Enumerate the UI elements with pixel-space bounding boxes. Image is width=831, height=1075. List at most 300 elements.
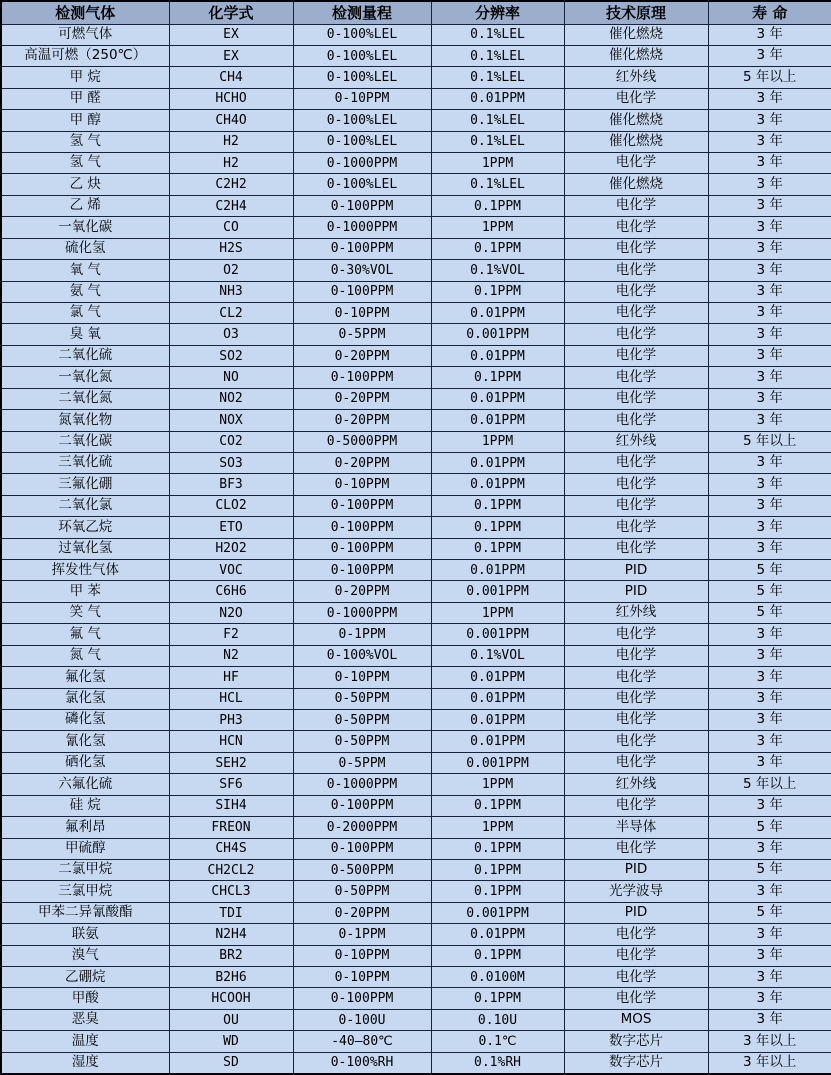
lifespan-cell: 3 年	[708, 495, 831, 516]
table-row	[1, 1031, 831, 1052]
formula-cell: CL2	[169, 302, 293, 323]
range-cell: 0-100U	[293, 1009, 431, 1030]
range-cell: 0-5000PPM	[293, 431, 431, 452]
lifespan-cell: 3 年	[708, 667, 831, 688]
principle-cell: 电化学	[564, 988, 708, 1009]
range-cell: 0-100%LEL	[293, 174, 431, 195]
resolution-cell: 0.01PPM	[431, 88, 564, 109]
lifespan-cell: 3 年	[708, 88, 831, 109]
resolution-cell: 0.10U	[431, 1009, 564, 1030]
column-header-lifespan: 寿 命	[708, 1, 831, 24]
principle-cell: 电化学	[564, 945, 708, 966]
gas-name-cell: 一氧化碳	[1, 217, 169, 238]
range-cell: 0-100PPM	[293, 560, 431, 581]
gas-name-cell: 甲 醛	[1, 88, 169, 109]
lifespan-cell: 3 年	[708, 624, 831, 645]
lifespan-cell: 3 年	[708, 474, 831, 495]
range-cell: 0-10PPM	[293, 967, 431, 988]
resolution-cell: 0.1PPM	[431, 495, 564, 516]
range-cell: 0-10PPM	[293, 302, 431, 323]
range-cell: 0-10PPM	[293, 474, 431, 495]
principle-cell: 电化学	[564, 281, 708, 302]
lifespan-cell: 3 年	[708, 110, 831, 131]
formula-cell: HCL	[169, 688, 293, 709]
gas-name-cell: 氨 气	[1, 281, 169, 302]
table-row	[1, 988, 831, 1009]
resolution-cell: 1PPM	[431, 602, 564, 623]
gas-name-cell: 氟 气	[1, 624, 169, 645]
gas-name-cell: 硒化氢	[1, 752, 169, 773]
formula-cell: BF3	[169, 474, 293, 495]
gas-name-cell: 环氧乙烷	[1, 517, 169, 538]
principle-cell: 催化燃烧	[564, 131, 708, 152]
resolution-cell: 0.1%VOL	[431, 260, 564, 281]
formula-cell: SEH2	[169, 752, 293, 773]
principle-cell: 红外线	[564, 602, 708, 623]
formula-cell: N2	[169, 645, 293, 666]
gas-name-cell: 磷化氢	[1, 710, 169, 731]
lifespan-cell: 3 年	[708, 324, 831, 345]
range-cell: 0-100PPM	[293, 281, 431, 302]
gas-name-cell: 二氧化碳	[1, 431, 169, 452]
resolution-cell: 0.01PPM	[431, 731, 564, 752]
gas-name-cell: 高温可燃（250℃）	[1, 45, 169, 66]
table-row	[1, 967, 831, 988]
range-cell: 0-20PPM	[293, 410, 431, 431]
gas-name-cell: 臭 氧	[1, 324, 169, 345]
formula-cell: PH3	[169, 710, 293, 731]
table-row	[1, 838, 831, 859]
principle-cell: 电化学	[564, 367, 708, 388]
table-row	[1, 324, 831, 345]
formula-cell: NO	[169, 367, 293, 388]
formula-cell: SD	[169, 1052, 293, 1074]
lifespan-cell: 5 年	[708, 817, 831, 838]
resolution-cell: 1PPM	[431, 431, 564, 452]
lifespan-cell: 3 年	[708, 988, 831, 1009]
lifespan-cell: 3 年以上	[708, 1052, 831, 1074]
resolution-cell: 0.01PPM	[431, 924, 564, 945]
resolution-cell: 0.001PPM	[431, 902, 564, 923]
gas-name-cell: 氧 气	[1, 260, 169, 281]
resolution-cell: 0.1℃	[431, 1031, 564, 1052]
gas-name-cell: 温度	[1, 1031, 169, 1052]
principle-cell: 电化学	[564, 238, 708, 259]
lifespan-cell: 3 年	[708, 517, 831, 538]
lifespan-cell: 3 年	[708, 688, 831, 709]
range-cell: 0-10PPM	[293, 667, 431, 688]
formula-cell: N2O	[169, 602, 293, 623]
principle-cell: 电化学	[564, 731, 708, 752]
table-row	[1, 45, 831, 66]
resolution-cell: 0.1PPM	[431, 517, 564, 538]
formula-cell: CO	[169, 217, 293, 238]
column-header-gas: 检测气体	[1, 1, 169, 24]
principle-cell: 电化学	[564, 517, 708, 538]
table-row	[1, 902, 831, 923]
principle-cell: 催化燃烧	[564, 45, 708, 66]
resolution-cell: 0.001PPM	[431, 752, 564, 773]
lifespan-cell: 5 年以上	[708, 431, 831, 452]
formula-cell: HCOOH	[169, 988, 293, 1009]
principle-cell: PID	[564, 581, 708, 602]
table-row	[1, 174, 831, 195]
resolution-cell: 0.1PPM	[431, 859, 564, 880]
gas-name-cell: 氮氧化物	[1, 410, 169, 431]
formula-cell: CH4O	[169, 110, 293, 131]
resolution-cell: 0.1PPM	[431, 988, 564, 1009]
lifespan-cell: 3 年	[708, 281, 831, 302]
lifespan-cell: 3 年	[708, 302, 831, 323]
table-row	[1, 517, 831, 538]
table-row	[1, 474, 831, 495]
gas-name-cell: 氯 气	[1, 302, 169, 323]
lifespan-cell: 3 年	[708, 367, 831, 388]
formula-cell: OU	[169, 1009, 293, 1030]
table-row	[1, 260, 831, 281]
principle-cell: 催化燃烧	[564, 24, 708, 45]
range-cell: 0-100%LEL	[293, 45, 431, 66]
formula-cell: H2	[169, 131, 293, 152]
range-cell: 0-100PPM	[293, 795, 431, 816]
table-body	[1, 24, 831, 1074]
formula-cell: WD	[169, 1031, 293, 1052]
gas-name-cell: 挥发性气体	[1, 560, 169, 581]
range-cell: 0-20PPM	[293, 902, 431, 923]
lifespan-cell: 3 年	[708, 795, 831, 816]
range-cell: 0-50PPM	[293, 881, 431, 902]
range-cell: 0-10PPM	[293, 945, 431, 966]
principle-cell: 数字芯片	[564, 1031, 708, 1052]
principle-cell: 电化学	[564, 495, 708, 516]
table-row	[1, 452, 831, 473]
principle-cell: 电化学	[564, 924, 708, 945]
resolution-cell: 0.001PPM	[431, 624, 564, 645]
gas-name-cell: 二氧化氮	[1, 388, 169, 409]
column-header-range: 检测量程	[293, 1, 431, 24]
resolution-cell: 0.01PPM	[431, 410, 564, 431]
table-row	[1, 924, 831, 945]
lifespan-cell: 3 年	[708, 838, 831, 859]
resolution-cell: 0.01PPM	[431, 452, 564, 473]
range-cell: 0-2000PPM	[293, 817, 431, 838]
principle-cell: 红外线	[564, 67, 708, 88]
principle-cell: 电化学	[564, 324, 708, 345]
resolution-cell: 0.1%LEL	[431, 24, 564, 45]
gas-name-cell: 氢 气	[1, 131, 169, 152]
principle-cell: 电化学	[564, 474, 708, 495]
gas-name-cell: 联氨	[1, 924, 169, 945]
principle-cell: 电化学	[564, 410, 708, 431]
principle-cell: 电化学	[564, 538, 708, 559]
principle-cell: PID	[564, 902, 708, 923]
lifespan-cell: 5 年	[708, 560, 831, 581]
table-row	[1, 302, 831, 323]
gas-name-cell: 硫化氢	[1, 238, 169, 259]
table-row	[1, 560, 831, 581]
gas-name-cell: 氰化氢	[1, 731, 169, 752]
column-header-principle: 技术原理	[564, 1, 708, 24]
resolution-cell: 1PPM	[431, 153, 564, 174]
range-cell: 0-100PPM	[293, 988, 431, 1009]
range-cell: 0-100%LEL	[293, 131, 431, 152]
formula-cell: CH4S	[169, 838, 293, 859]
principle-cell: MOS	[564, 1009, 708, 1030]
table-row	[1, 881, 831, 902]
table-row	[1, 345, 831, 366]
gas-name-cell: 二氧化硫	[1, 345, 169, 366]
range-cell: 0-50PPM	[293, 710, 431, 731]
lifespan-cell: 3 年	[708, 345, 831, 366]
gas-name-cell: 三氟化硼	[1, 474, 169, 495]
gas-name-cell: 甲 苯	[1, 581, 169, 602]
table-row	[1, 24, 831, 45]
table-row	[1, 495, 831, 516]
gas-name-cell: 笑 气	[1, 602, 169, 623]
resolution-cell: 0.001PPM	[431, 581, 564, 602]
range-cell: 0-1000PPM	[293, 602, 431, 623]
resolution-cell: 0.1%LEL	[431, 110, 564, 131]
table-row	[1, 602, 831, 623]
formula-cell: SO2	[169, 345, 293, 366]
range-cell: 0-50PPM	[293, 731, 431, 752]
gas-name-cell: 甲苯二异氰酸酯	[1, 902, 169, 923]
resolution-cell: 1PPM	[431, 817, 564, 838]
principle-cell: 电化学	[564, 302, 708, 323]
lifespan-cell: 5 年以上	[708, 67, 831, 88]
lifespan-cell: 3 年	[708, 538, 831, 559]
lifespan-cell: 3 年	[708, 945, 831, 966]
principle-cell: 电化学	[564, 452, 708, 473]
principle-cell: 电化学	[564, 688, 708, 709]
table-row	[1, 710, 831, 731]
resolution-cell: 0.1PPM	[431, 238, 564, 259]
resolution-cell: 0.1PPM	[431, 795, 564, 816]
gas-name-cell: 甲硫醇	[1, 838, 169, 859]
lifespan-cell: 3 年	[708, 710, 831, 731]
range-cell: 0-100PPM	[293, 367, 431, 388]
range-cell: 0-100%RH	[293, 1052, 431, 1074]
column-header-resolution: 分辨率	[431, 1, 564, 24]
formula-cell: CO2	[169, 431, 293, 452]
gas-name-cell: 氮 气	[1, 645, 169, 666]
gas-name-cell: 乙 炔	[1, 174, 169, 195]
principle-cell: 光学波导	[564, 881, 708, 902]
table-row	[1, 410, 831, 431]
formula-cell: EX	[169, 24, 293, 45]
principle-cell: 电化学	[564, 388, 708, 409]
resolution-cell: 0.1%LEL	[431, 45, 564, 66]
table-row	[1, 88, 831, 109]
table-row	[1, 581, 831, 602]
principle-cell: 电化学	[564, 645, 708, 666]
principle-cell: 数字芯片	[564, 1052, 708, 1074]
formula-cell: N2H4	[169, 924, 293, 945]
gas-name-cell: 甲 醇	[1, 110, 169, 131]
table-row	[1, 752, 831, 773]
resolution-cell: 0.1%LEL	[431, 131, 564, 152]
gas-name-cell: 恶臭	[1, 1009, 169, 1030]
lifespan-cell: 3 年	[708, 881, 831, 902]
principle-cell: PID	[564, 859, 708, 880]
gas-name-cell: 氯化氢	[1, 688, 169, 709]
principle-cell: 电化学	[564, 217, 708, 238]
formula-cell: HCHO	[169, 88, 293, 109]
table-row	[1, 131, 831, 152]
range-cell: 0-500PPM	[293, 859, 431, 880]
formula-cell: NOX	[169, 410, 293, 431]
range-cell: 0-20PPM	[293, 581, 431, 602]
lifespan-cell: 3 年	[708, 217, 831, 238]
principle-cell: 电化学	[564, 710, 708, 731]
lifespan-cell: 3 年	[708, 238, 831, 259]
resolution-cell: 0.1PPM	[431, 538, 564, 559]
table-row	[1, 281, 831, 302]
table-row	[1, 238, 831, 259]
table-row	[1, 624, 831, 645]
table-row	[1, 859, 831, 880]
formula-cell: F2	[169, 624, 293, 645]
gas-name-cell: 六氟化硫	[1, 774, 169, 795]
resolution-cell: 0.1%RH	[431, 1052, 564, 1074]
range-cell: 0-100PPM	[293, 538, 431, 559]
principle-cell: PID	[564, 560, 708, 581]
range-cell: 0-100PPM	[293, 495, 431, 516]
table-row	[1, 667, 831, 688]
gas-name-cell: 氟利昂	[1, 817, 169, 838]
formula-cell: H2S	[169, 238, 293, 259]
lifespan-cell: 3 年以上	[708, 1031, 831, 1052]
range-cell: 0-1000PPM	[293, 153, 431, 174]
principle-cell: 电化学	[564, 345, 708, 366]
resolution-cell: 0.1PPM	[431, 838, 564, 859]
principle-cell: 催化燃烧	[564, 174, 708, 195]
resolution-cell: 0.01PPM	[431, 560, 564, 581]
formula-cell: CHCL3	[169, 881, 293, 902]
formula-cell: CLO2	[169, 495, 293, 516]
principle-cell: 电化学	[564, 795, 708, 816]
principle-cell: 红外线	[564, 774, 708, 795]
table-row	[1, 774, 831, 795]
resolution-cell: 0.01PPM	[431, 388, 564, 409]
gas-name-cell: 三氧化硫	[1, 452, 169, 473]
gas-name-cell: 甲 烷	[1, 67, 169, 88]
lifespan-cell: 3 年	[708, 967, 831, 988]
resolution-cell: 0.001PPM	[431, 324, 564, 345]
range-cell: 0-20PPM	[293, 388, 431, 409]
table-row	[1, 217, 831, 238]
range-cell: 0-10PPM	[293, 88, 431, 109]
table-row	[1, 67, 831, 88]
formula-cell: ETO	[169, 517, 293, 538]
lifespan-cell: 5 年	[708, 602, 831, 623]
resolution-cell: 0.01PPM	[431, 710, 564, 731]
gas-name-cell: 湿度	[1, 1052, 169, 1074]
resolution-cell: 0.01PPM	[431, 667, 564, 688]
gas-name-cell: 溴气	[1, 945, 169, 966]
lifespan-cell: 3 年	[708, 131, 831, 152]
range-cell: 0-100PPM	[293, 195, 431, 216]
formula-cell: H2	[169, 153, 293, 174]
lifespan-cell: 5 年以上	[708, 774, 831, 795]
range-cell: 0-1PPM	[293, 924, 431, 945]
principle-cell: 电化学	[564, 667, 708, 688]
lifespan-cell: 3 年	[708, 731, 831, 752]
resolution-cell: 0.1%LEL	[431, 67, 564, 88]
range-cell: -40—80℃	[293, 1031, 431, 1052]
resolution-cell: 0.1%VOL	[431, 645, 564, 666]
resolution-cell: 0.1PPM	[431, 195, 564, 216]
gas-name-cell: 氟化氢	[1, 667, 169, 688]
range-cell: 0-1PPM	[293, 624, 431, 645]
formula-cell: SIH4	[169, 795, 293, 816]
table-row	[1, 795, 831, 816]
range-cell: 0-100%LEL	[293, 24, 431, 45]
range-cell: 0-20PPM	[293, 452, 431, 473]
resolution-cell: 0.1PPM	[431, 367, 564, 388]
principle-cell: 红外线	[564, 431, 708, 452]
resolution-cell: 1PPM	[431, 774, 564, 795]
lifespan-cell: 3 年	[708, 452, 831, 473]
formula-cell: O3	[169, 324, 293, 345]
resolution-cell: 0.01PPM	[431, 474, 564, 495]
formula-cell: C2H2	[169, 174, 293, 195]
range-cell: 0-100%VOL	[293, 645, 431, 666]
formula-cell: HF	[169, 667, 293, 688]
range-cell: 0-50PPM	[293, 688, 431, 709]
lifespan-cell: 3 年	[708, 645, 831, 666]
gas-name-cell: 三氯甲烷	[1, 881, 169, 902]
resolution-cell: 0.01PPM	[431, 345, 564, 366]
range-cell: 0-100PPM	[293, 517, 431, 538]
lifespan-cell: 3 年	[708, 174, 831, 195]
range-cell: 0-30%VOL	[293, 260, 431, 281]
table-row	[1, 1052, 831, 1074]
range-cell: 0-1000PPM	[293, 774, 431, 795]
table-row	[1, 110, 831, 131]
gas-name-cell: 二氧化氯	[1, 495, 169, 516]
formula-cell: NH3	[169, 281, 293, 302]
principle-cell: 催化燃烧	[564, 110, 708, 131]
table-row	[1, 688, 831, 709]
lifespan-cell: 5 年	[708, 902, 831, 923]
principle-cell: 电化学	[564, 260, 708, 281]
range-cell: 0-100PPM	[293, 238, 431, 259]
gas-name-cell: 乙硼烷	[1, 967, 169, 988]
lifespan-cell: 3 年	[708, 752, 831, 773]
table-row	[1, 538, 831, 559]
gas-name-cell: 二氯甲烷	[1, 859, 169, 880]
lifespan-cell: 5 年	[708, 859, 831, 880]
gas-name-cell: 甲酸	[1, 988, 169, 1009]
formula-cell: SO3	[169, 452, 293, 473]
lifespan-cell: 3 年	[708, 1009, 831, 1030]
gas-name-cell: 一氧化氮	[1, 367, 169, 388]
range-cell: 0-100%LEL	[293, 110, 431, 131]
column-header-formula: 化学式	[169, 1, 293, 24]
range-cell: 0-100%LEL	[293, 67, 431, 88]
resolution-cell: 0.0100M	[431, 967, 564, 988]
table-row	[1, 431, 831, 452]
lifespan-cell: 3 年	[708, 24, 831, 45]
formula-cell: NO2	[169, 388, 293, 409]
resolution-cell: 0.1%LEL	[431, 174, 564, 195]
range-cell: 0-5PPM	[293, 752, 431, 773]
resolution-cell: 1PPM	[431, 217, 564, 238]
header-row	[1, 1, 831, 24]
principle-cell: 电化学	[564, 88, 708, 109]
lifespan-cell: 3 年	[708, 260, 831, 281]
